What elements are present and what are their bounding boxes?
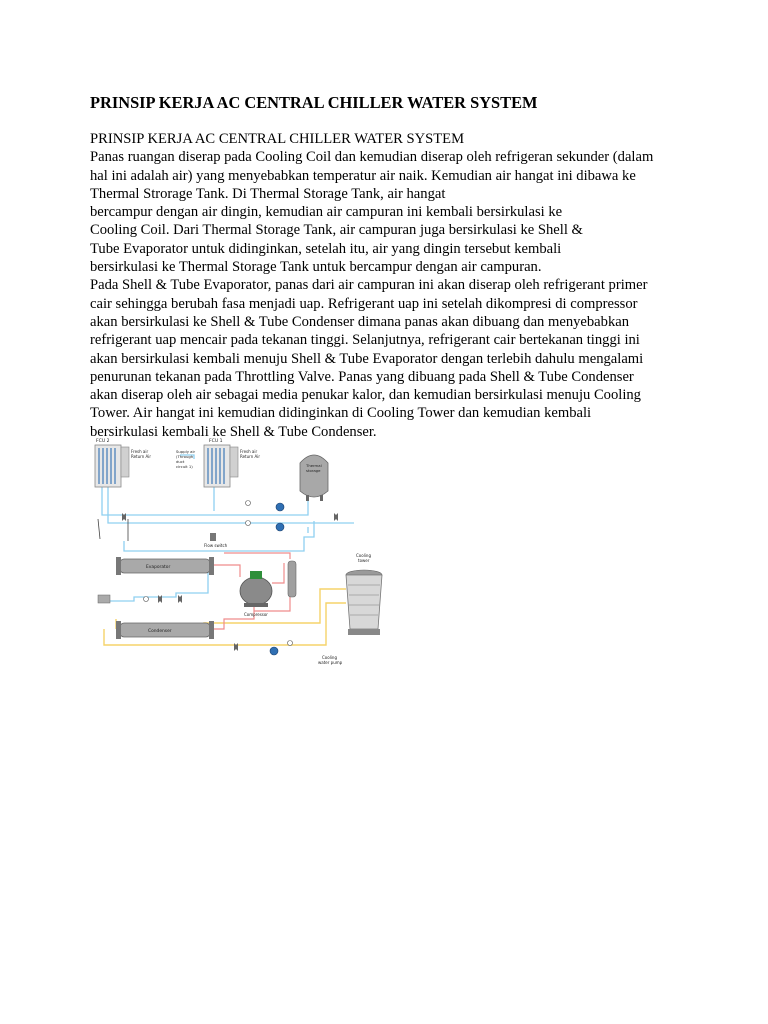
label-fcu1: FCU 1 xyxy=(209,439,223,444)
control-lines xyxy=(98,519,128,541)
body-text xyxy=(90,130,710,441)
paragraph-line: bersirkulasi kembali ke Shell & Tube Condenser. xyxy=(90,423,377,440)
paragraph-line: akan diserap oleh air sebagai media penukar kalor, dan kemudian bersirkulasi menuju Cooling xyxy=(90,387,641,404)
compressor-unit xyxy=(240,571,272,607)
water-inlet xyxy=(98,595,110,603)
label-pump-line1: Cooling xyxy=(322,655,337,660)
label-fcu2: FCU 2 xyxy=(96,439,110,444)
receiver-tank xyxy=(288,561,296,597)
paragraph-line: Pada Shell & Tube Evaporator, panas dari air campuran ini akan diserap oleh refrigerant primer xyxy=(90,277,648,294)
paragraph-line: Cooling Coil. Dari Thermal Storage Tank, air campuran juga bersirkulasi ke Shell & xyxy=(90,222,583,239)
label-return-air-2: Return Air xyxy=(240,454,261,459)
paragraph-line: akan bersirkulasi kembali menuju Shell & Tube Evaporator dengan terlebih dahulu mengalami xyxy=(90,350,644,367)
label-fresh-air-1: Fresh air xyxy=(131,449,149,454)
cooling-tower xyxy=(346,570,382,635)
label-circuit: circuit 1) xyxy=(176,464,193,469)
paragraph-line: bersirkulasi ke Thermal Storage Tank untuk bercampur dengan air campuran. xyxy=(90,259,542,276)
label-tower: tower xyxy=(358,558,370,563)
label-through: (Through xyxy=(176,454,194,459)
paragraph-line: cair sehingga berubah fasa menjadi uap. Refrigerant uap ini setelah dikompresi di compressor xyxy=(90,295,638,312)
label-fresh-air-2: Fresh air xyxy=(240,449,258,454)
document-heading: PRINSIP KERJA AC CENTRAL CHILLER WATER SYSTEM xyxy=(90,93,538,112)
thermal-storage-tank xyxy=(300,455,328,501)
flow-switch xyxy=(210,533,216,541)
label-condenser: Condenser xyxy=(148,629,172,634)
label-storage: storage xyxy=(306,468,321,473)
subtitle-line: PRINSIP KERJA AC CENTRAL CHILLER WATER SYSTEM xyxy=(90,131,465,147)
label-thermal: Thermal xyxy=(306,463,322,468)
paragraph-line: refrigerant uap mencair pada tekanan tinggi. Selanjutnya, refrigerant cair bertekanan tinggi ini xyxy=(90,332,640,349)
label-cooling: Cooling xyxy=(356,553,371,558)
label-supply-air: Supply air xyxy=(176,449,196,454)
fcu-1-unit xyxy=(204,445,238,487)
paragraph-line: hal ini adalah air) yang menyebabkan temperatur air naik. Kemudian air hangat ini dibawa ke xyxy=(90,167,636,184)
paragraph-line: Tower. Air hangat ini kemudian didinginkan di Cooling Tower dan kemudian kembali xyxy=(90,405,592,422)
label-compressor: Compressor xyxy=(244,612,268,617)
label-duct: duct xyxy=(176,459,185,464)
fcu-2-unit xyxy=(95,445,129,487)
paragraph-line: Thermal Strorage Tank. Di Thermal Storage Tank, air hangat xyxy=(90,185,446,202)
pump-icon xyxy=(270,503,284,655)
paragraph-line: penurunan tekanan pada Throttling Valve. Panas yang dibuang pada Shell & Tube Condenser xyxy=(90,368,634,385)
label-flow-switch: Flow switch xyxy=(204,543,228,548)
chiller-system-diagram xyxy=(94,433,396,669)
paragraph-line: Panas ruangan diserap pada Cooling Coil dan kemudian diserap oleh refrigeran sekunder (dalam xyxy=(90,149,654,166)
label-return-air-1: Return Air xyxy=(131,454,152,459)
label-pump-line2: water pump xyxy=(318,660,343,665)
paragraph-line: Tube Evaporator untuk didinginkan, setelah itu, air yang dingin tersebut kembali xyxy=(90,240,562,257)
label-evaporator: Evaporator xyxy=(146,565,171,570)
paragraph-line: akan bersirkulasi ke Shell & Tube Condenser dimana panas akan dibuang dan menyebabkan xyxy=(90,313,630,330)
paragraph-line: bercampur dengan air dingin, kemudian air campuran ini kembali bersirkulasi ke xyxy=(90,204,563,221)
